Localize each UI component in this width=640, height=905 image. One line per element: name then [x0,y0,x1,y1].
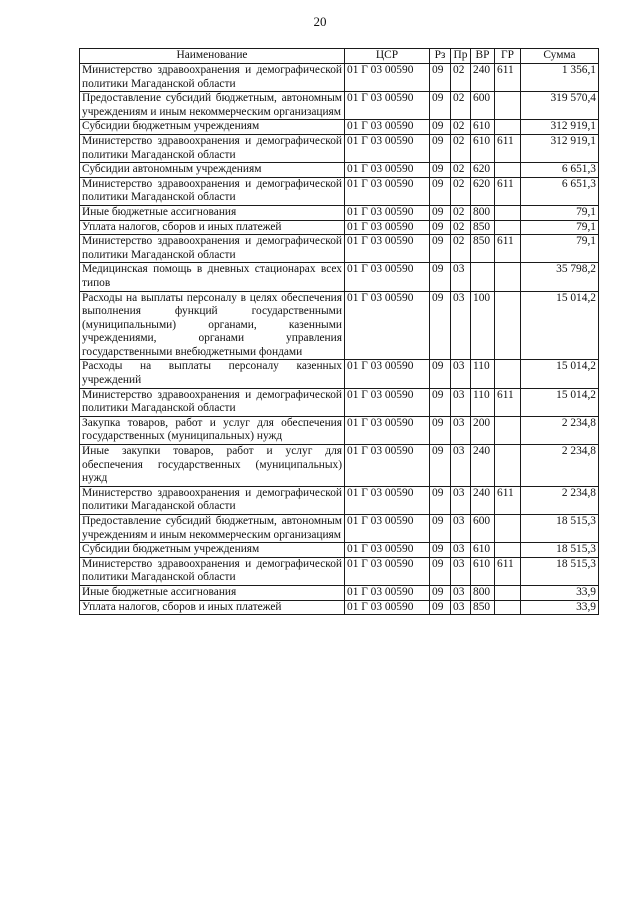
row-rz: 09 [430,134,451,162]
row-rz: 09 [430,92,451,120]
table-row [80,205,599,220]
row-name: Медицинская помощь в дневных стационарах всех типов [80,263,345,291]
header-rz: Рз [430,49,451,64]
row-pr: 03 [451,360,471,388]
row-pr: 03 [451,557,471,585]
table-row [80,220,599,235]
table-row [80,600,599,615]
row-name: Закупка товаров, работ и услуг для обеспечения государственных (муниципальных) нужд [80,416,345,444]
row-rz: 09 [430,360,451,388]
row-sum: 15 014,2 [521,388,599,416]
row-pr: 03 [451,543,471,558]
row-name: Министерство здравоохранения и демографической политики Магаданской области [80,64,345,92]
row-name: Иные закупки товаров, работ и услуг для обеспечения государственных (муниципальных) нужд [80,445,345,487]
row-name: Уплата налогов, сборов и иных платежей [80,600,345,615]
row-gr: 611 [495,557,521,585]
row-vr: 110 [471,388,495,416]
row-name: Министерство здравоохранения и демографической политики Магаданской области [80,177,345,205]
row-sum: 33,9 [521,585,599,600]
row-vr: 610 [471,134,495,162]
row-csr: 01 Г 03 00590 [345,486,430,514]
row-gr [495,515,521,543]
row-sum: 15 014,2 [521,291,599,360]
row-gr [495,263,521,291]
row-pr: 02 [451,134,471,162]
row-gr [495,360,521,388]
row-rz: 09 [430,557,451,585]
row-sum: 312 919,1 [521,134,599,162]
row-gr [495,120,521,135]
row-sum: 35 798,2 [521,263,599,291]
row-pr: 03 [451,445,471,487]
row-vr: 800 [471,585,495,600]
row-name: Иные бюджетные ассигнования [80,585,345,600]
header-pr: Пр [451,49,471,64]
row-rz: 09 [430,291,451,360]
row-csr: 01 Г 03 00590 [345,360,430,388]
row-vr: 620 [471,177,495,205]
row-vr: 200 [471,416,495,444]
row-gr [495,92,521,120]
row-name: Министерство здравоохранения и демографической политики Магаданской области [80,486,345,514]
row-gr: 611 [495,235,521,263]
row-sum: 312 919,1 [521,120,599,135]
row-csr: 01 Г 03 00590 [345,134,430,162]
row-sum: 18 515,3 [521,543,599,558]
header-gr: ГР [495,49,521,64]
row-pr: 02 [451,220,471,235]
row-sum: 6 651,3 [521,177,599,205]
row-vr: 240 [471,445,495,487]
table-body [80,64,599,615]
row-name: Министерство здравоохранения и демографической политики Магаданской области [80,134,345,162]
row-pr: 02 [451,163,471,178]
row-name: Субсидии бюджетным учреждениям [80,543,345,558]
row-rz: 09 [430,220,451,235]
row-rz: 09 [430,177,451,205]
row-sum: 18 515,3 [521,557,599,585]
row-rz: 09 [430,600,451,615]
row-csr: 01 Г 03 00590 [345,291,430,360]
table-row [80,134,599,162]
row-pr: 03 [451,585,471,600]
row-rz: 09 [430,263,451,291]
row-rz: 09 [430,64,451,92]
row-csr: 01 Г 03 00590 [345,235,430,263]
row-rz: 09 [430,120,451,135]
row-name: Уплата налогов, сборов и иных платежей [80,220,345,235]
row-vr [471,263,495,291]
row-pr: 03 [451,291,471,360]
row-gr: 611 [495,486,521,514]
row-gr [495,543,521,558]
table-row [80,291,599,360]
table-row [80,486,599,514]
row-pr: 02 [451,177,471,205]
row-gr [495,445,521,487]
row-rz: 09 [430,235,451,263]
table-row [80,360,599,388]
table-row [80,92,599,120]
row-pr: 03 [451,263,471,291]
row-rz: 09 [430,515,451,543]
row-rz: 09 [430,388,451,416]
row-pr: 03 [451,515,471,543]
row-sum: 1 356,1 [521,64,599,92]
row-vr: 100 [471,291,495,360]
row-gr: 611 [495,134,521,162]
row-name: Расходы на выплаты персоналу в целях обеспечения выполнения функций государственными (муниципальными) органами, казенными учреждениями, органами управления государственными внебюджетными фондами [80,291,345,360]
page-number: 20 [313,14,327,29]
row-pr: 03 [451,600,471,615]
row-vr: 850 [471,600,495,615]
row-rz: 09 [430,205,451,220]
row-csr: 01 Г 03 00590 [345,177,430,205]
row-csr: 01 Г 03 00590 [345,205,430,220]
table-row [80,416,599,444]
row-vr: 850 [471,220,495,235]
row-gr [495,416,521,444]
row-pr: 03 [451,486,471,514]
row-pr: 02 [451,205,471,220]
row-sum: 79,1 [521,205,599,220]
row-name: Субсидии автономным учреждениям [80,163,345,178]
row-gr [495,163,521,178]
row-gr [495,220,521,235]
row-sum: 79,1 [521,235,599,263]
row-csr: 01 Г 03 00590 [345,600,430,615]
table-row [80,557,599,585]
table-row [80,445,599,487]
row-sum: 79,1 [521,220,599,235]
row-sum: 33,9 [521,600,599,615]
row-csr: 01 Г 03 00590 [345,557,430,585]
row-name: Предоставление субсидий бюджетным, автономным учреждениям и иным некоммерческим организациям [80,515,345,543]
table-row [80,388,599,416]
row-sum: 2 234,8 [521,486,599,514]
row-rz: 09 [430,486,451,514]
row-csr: 01 Г 03 00590 [345,543,430,558]
table-row [80,263,599,291]
table-row [80,585,599,600]
row-pr: 02 [451,235,471,263]
row-csr: 01 Г 03 00590 [345,92,430,120]
row-vr: 600 [471,92,495,120]
row-csr: 01 Г 03 00590 [345,64,430,92]
row-name: Министерство здравоохранения и демографической политики Магаданской области [80,235,345,263]
row-pr: 02 [451,120,471,135]
row-vr: 240 [471,486,495,514]
budget-table [79,48,599,615]
row-csr: 01 Г 03 00590 [345,388,430,416]
header-vr: ВР [471,49,495,64]
row-vr: 600 [471,515,495,543]
row-sum: 15 014,2 [521,360,599,388]
row-vr: 610 [471,543,495,558]
row-rz: 09 [430,445,451,487]
table-header-row [80,49,599,64]
row-pr: 03 [451,416,471,444]
row-vr: 110 [471,360,495,388]
row-vr: 610 [471,557,495,585]
row-rz: 09 [430,163,451,178]
row-sum: 319 570,4 [521,92,599,120]
table-row [80,235,599,263]
row-gr [495,585,521,600]
row-gr [495,600,521,615]
row-name: Министерство здравоохранения и демографической политики Магаданской области [80,557,345,585]
row-name: Субсидии бюджетным учреждениям [80,120,345,135]
table-row [80,120,599,135]
row-sum: 6 651,3 [521,163,599,178]
row-pr: 02 [451,64,471,92]
table-row [80,543,599,558]
header-csr: ЦСР [345,49,430,64]
row-csr: 01 Г 03 00590 [345,163,430,178]
row-sum: 2 234,8 [521,416,599,444]
header-sum: Сумма [521,49,599,64]
row-vr: 850 [471,235,495,263]
row-name: Министерство здравоохранения и демографической политики Магаданской области [80,388,345,416]
row-csr: 01 Г 03 00590 [345,416,430,444]
row-pr: 02 [451,92,471,120]
row-pr: 03 [451,388,471,416]
row-sum: 18 515,3 [521,515,599,543]
row-csr: 01 Г 03 00590 [345,445,430,487]
table-row [80,64,599,92]
row-gr [495,291,521,360]
table-row [80,177,599,205]
row-gr: 611 [495,64,521,92]
row-name: Расходы на выплаты персоналу казенных учреждений [80,360,345,388]
row-rz: 09 [430,416,451,444]
row-vr: 240 [471,64,495,92]
row-gr: 611 [495,388,521,416]
row-name: Иные бюджетные ассигнования [80,205,345,220]
row-vr: 620 [471,163,495,178]
row-csr: 01 Г 03 00590 [345,120,430,135]
header-name: Наименование [80,49,345,64]
table-row [80,163,599,178]
row-rz: 09 [430,543,451,558]
row-gr: 611 [495,177,521,205]
row-rz: 09 [430,585,451,600]
row-csr: 01 Г 03 00590 [345,263,430,291]
row-name: Предоставление субсидий бюджетным, автономным учреждениям и иным некоммерческим организациям [80,92,345,120]
row-sum: 2 234,8 [521,445,599,487]
table-row [80,515,599,543]
row-csr: 01 Г 03 00590 [345,220,430,235]
row-vr: 610 [471,120,495,135]
row-gr [495,205,521,220]
row-csr: 01 Г 03 00590 [345,515,430,543]
row-vr: 800 [471,205,495,220]
row-csr: 01 Г 03 00590 [345,585,430,600]
